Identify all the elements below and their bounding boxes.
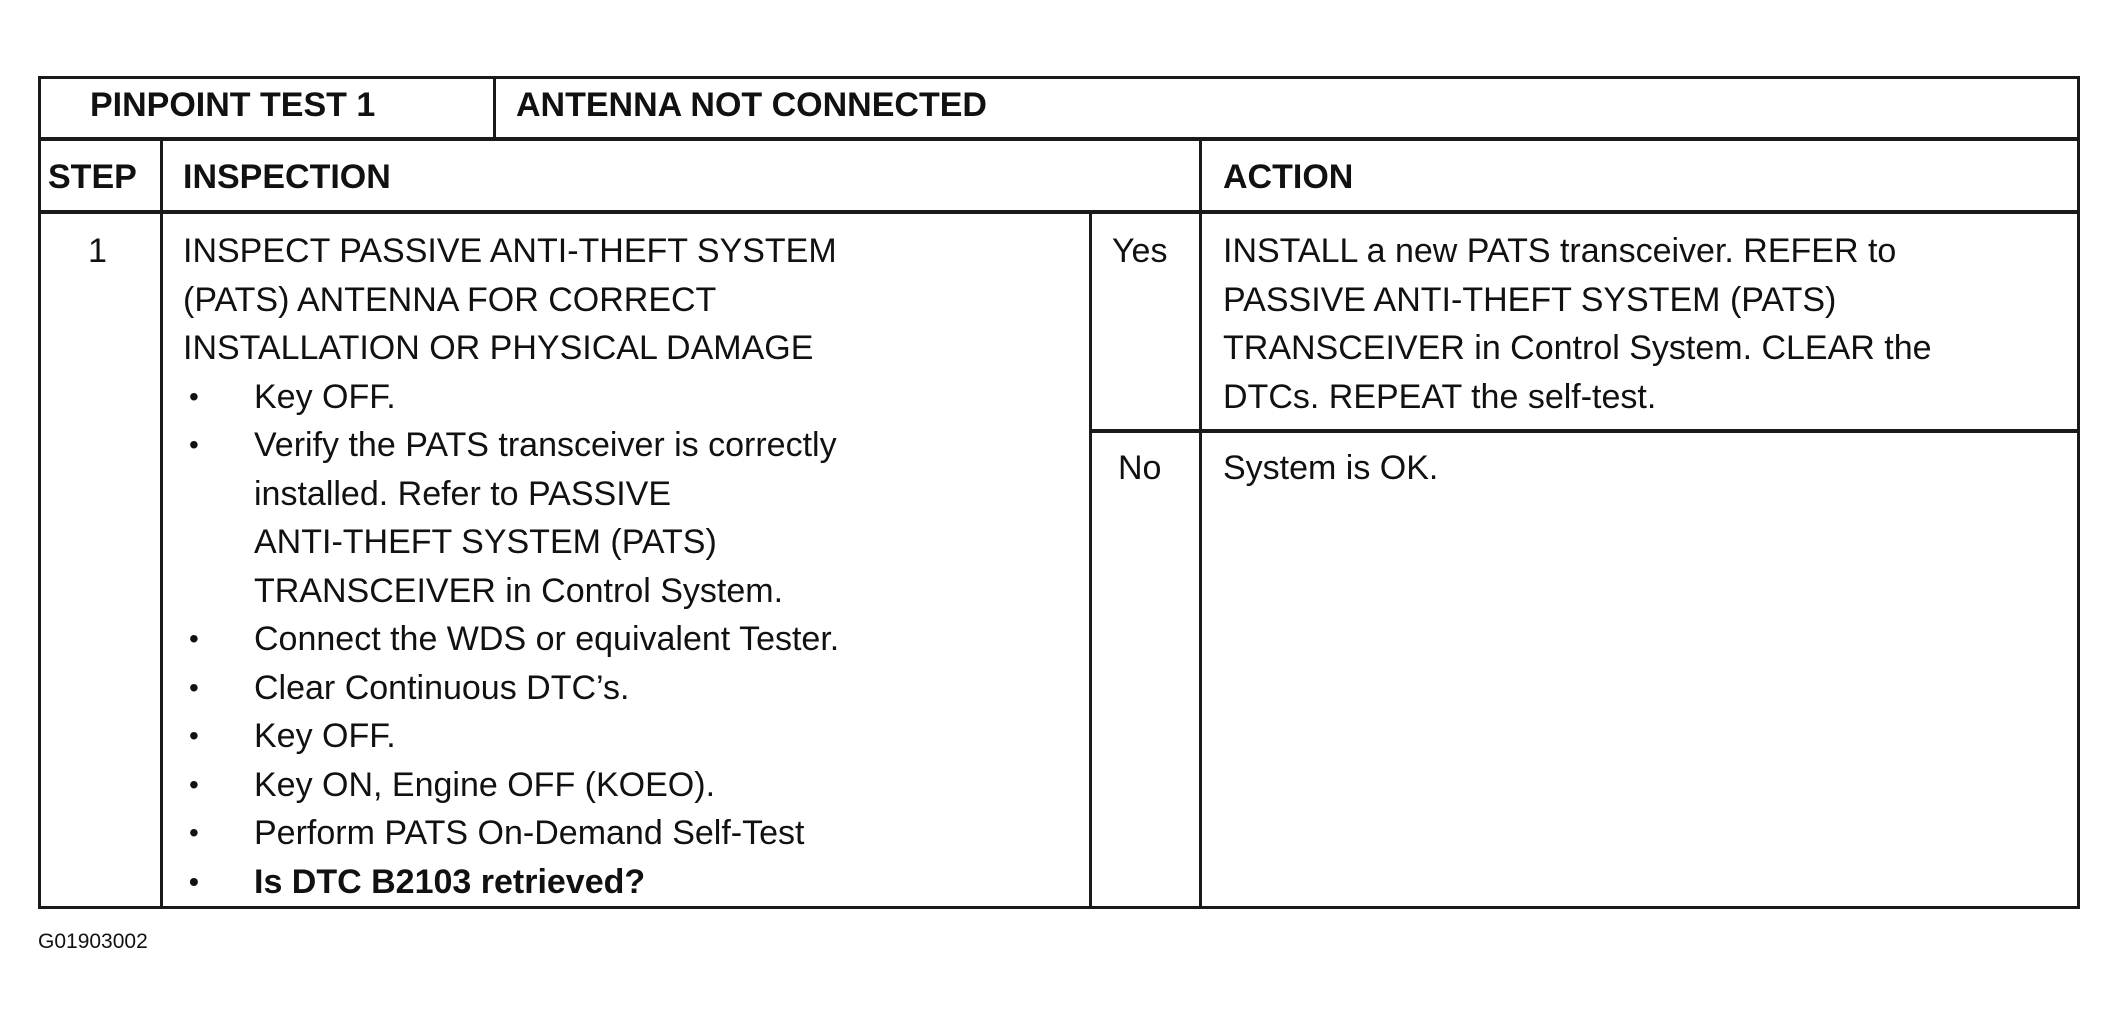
checklist-line: • Perform PATS On-Demand Self-Test <box>254 814 805 852</box>
table-border-left <box>38 76 41 909</box>
checklist-item <box>183 761 839 810</box>
checklist-item <box>183 615 839 664</box>
action-column-divider <box>1199 139 1202 909</box>
table-border-bottom <box>38 906 2080 909</box>
checklist-item <box>183 421 839 615</box>
inspection-cell <box>183 227 839 906</box>
action-column-header: ACTION <box>1223 158 1354 196</box>
figure-id: G01903002 <box>38 930 148 953</box>
yes-action-line: INSTALL a new PATS transceiver. REFER to <box>1223 232 1897 270</box>
inspection-checklist <box>183 373 839 907</box>
checklist-line: • Key ON, Engine OFF (KOEO). <box>254 765 716 804</box>
yes-action-line: PASSIVE ANTI-THEFT SYSTEM (PATS) <box>1223 280 1837 319</box>
checklist-line: TRANSCEIVER in Control System. <box>254 571 784 610</box>
checklist-line: ANTI-THEFT SYSTEM (PATS) <box>254 523 717 561</box>
checklist-line: • Connect the WDS or equivalent Tester. <box>254 620 840 658</box>
step-number: 1 <box>88 232 107 270</box>
step-column-header: STEP <box>48 158 137 196</box>
yes-action <box>1223 227 1932 421</box>
checklist-line: • Verify the PATS transceiver is correctly <box>254 426 837 464</box>
step-column-divider <box>160 139 163 909</box>
checklist-line: • Is DTC B2103 retrieved? <box>254 862 646 901</box>
no-action: System is OK. <box>1223 449 1439 487</box>
checklist-item <box>183 373 839 422</box>
inspection-heading <box>183 227 839 373</box>
inspection-heading-line: (PATS) ANTENNA FOR CORRECT <box>183 280 717 319</box>
inspection-column-header: INSPECTION <box>183 158 391 196</box>
yes-label: Yes <box>1112 232 1168 270</box>
table-border-top <box>38 76 2080 79</box>
title-cell-divider <box>493 76 496 139</box>
table-border-right <box>2077 76 2080 909</box>
pinpoint-test-title: ANTENNA NOT CONNECTED <box>516 86 987 124</box>
yes-action-line: TRANSCEIVER in Control System. CLEAR the <box>1223 329 1932 367</box>
checklist-item-question <box>183 858 839 907</box>
yes-no-divider <box>1089 429 2080 433</box>
no-label: No <box>1118 449 1162 487</box>
checklist-line: • Key OFF. <box>254 717 396 755</box>
checklist-line: • Clear Continuous DTC’s. <box>254 668 630 707</box>
checklist-line: • Key OFF. <box>254 377 396 416</box>
pinpoint-test-label: PINPOINT TEST 1 <box>90 86 376 124</box>
checklist-line: installed. Refer to PASSIVE <box>254 474 672 513</box>
inspection-heading-line: INSTALLATION OR PHYSICAL DAMAGE <box>183 329 814 367</box>
inspection-heading-line: INSPECT PASSIVE ANTI-THEFT SYSTEM <box>183 232 837 270</box>
checklist-item <box>183 712 839 761</box>
checklist-item <box>183 809 839 858</box>
title-row-divider <box>38 137 2080 141</box>
column-header-divider <box>38 210 2080 214</box>
yes-action-line: DTCs. REPEAT the self-test. <box>1223 377 1657 416</box>
answer-column-divider <box>1089 212 1092 909</box>
checklist-item <box>183 664 839 713</box>
